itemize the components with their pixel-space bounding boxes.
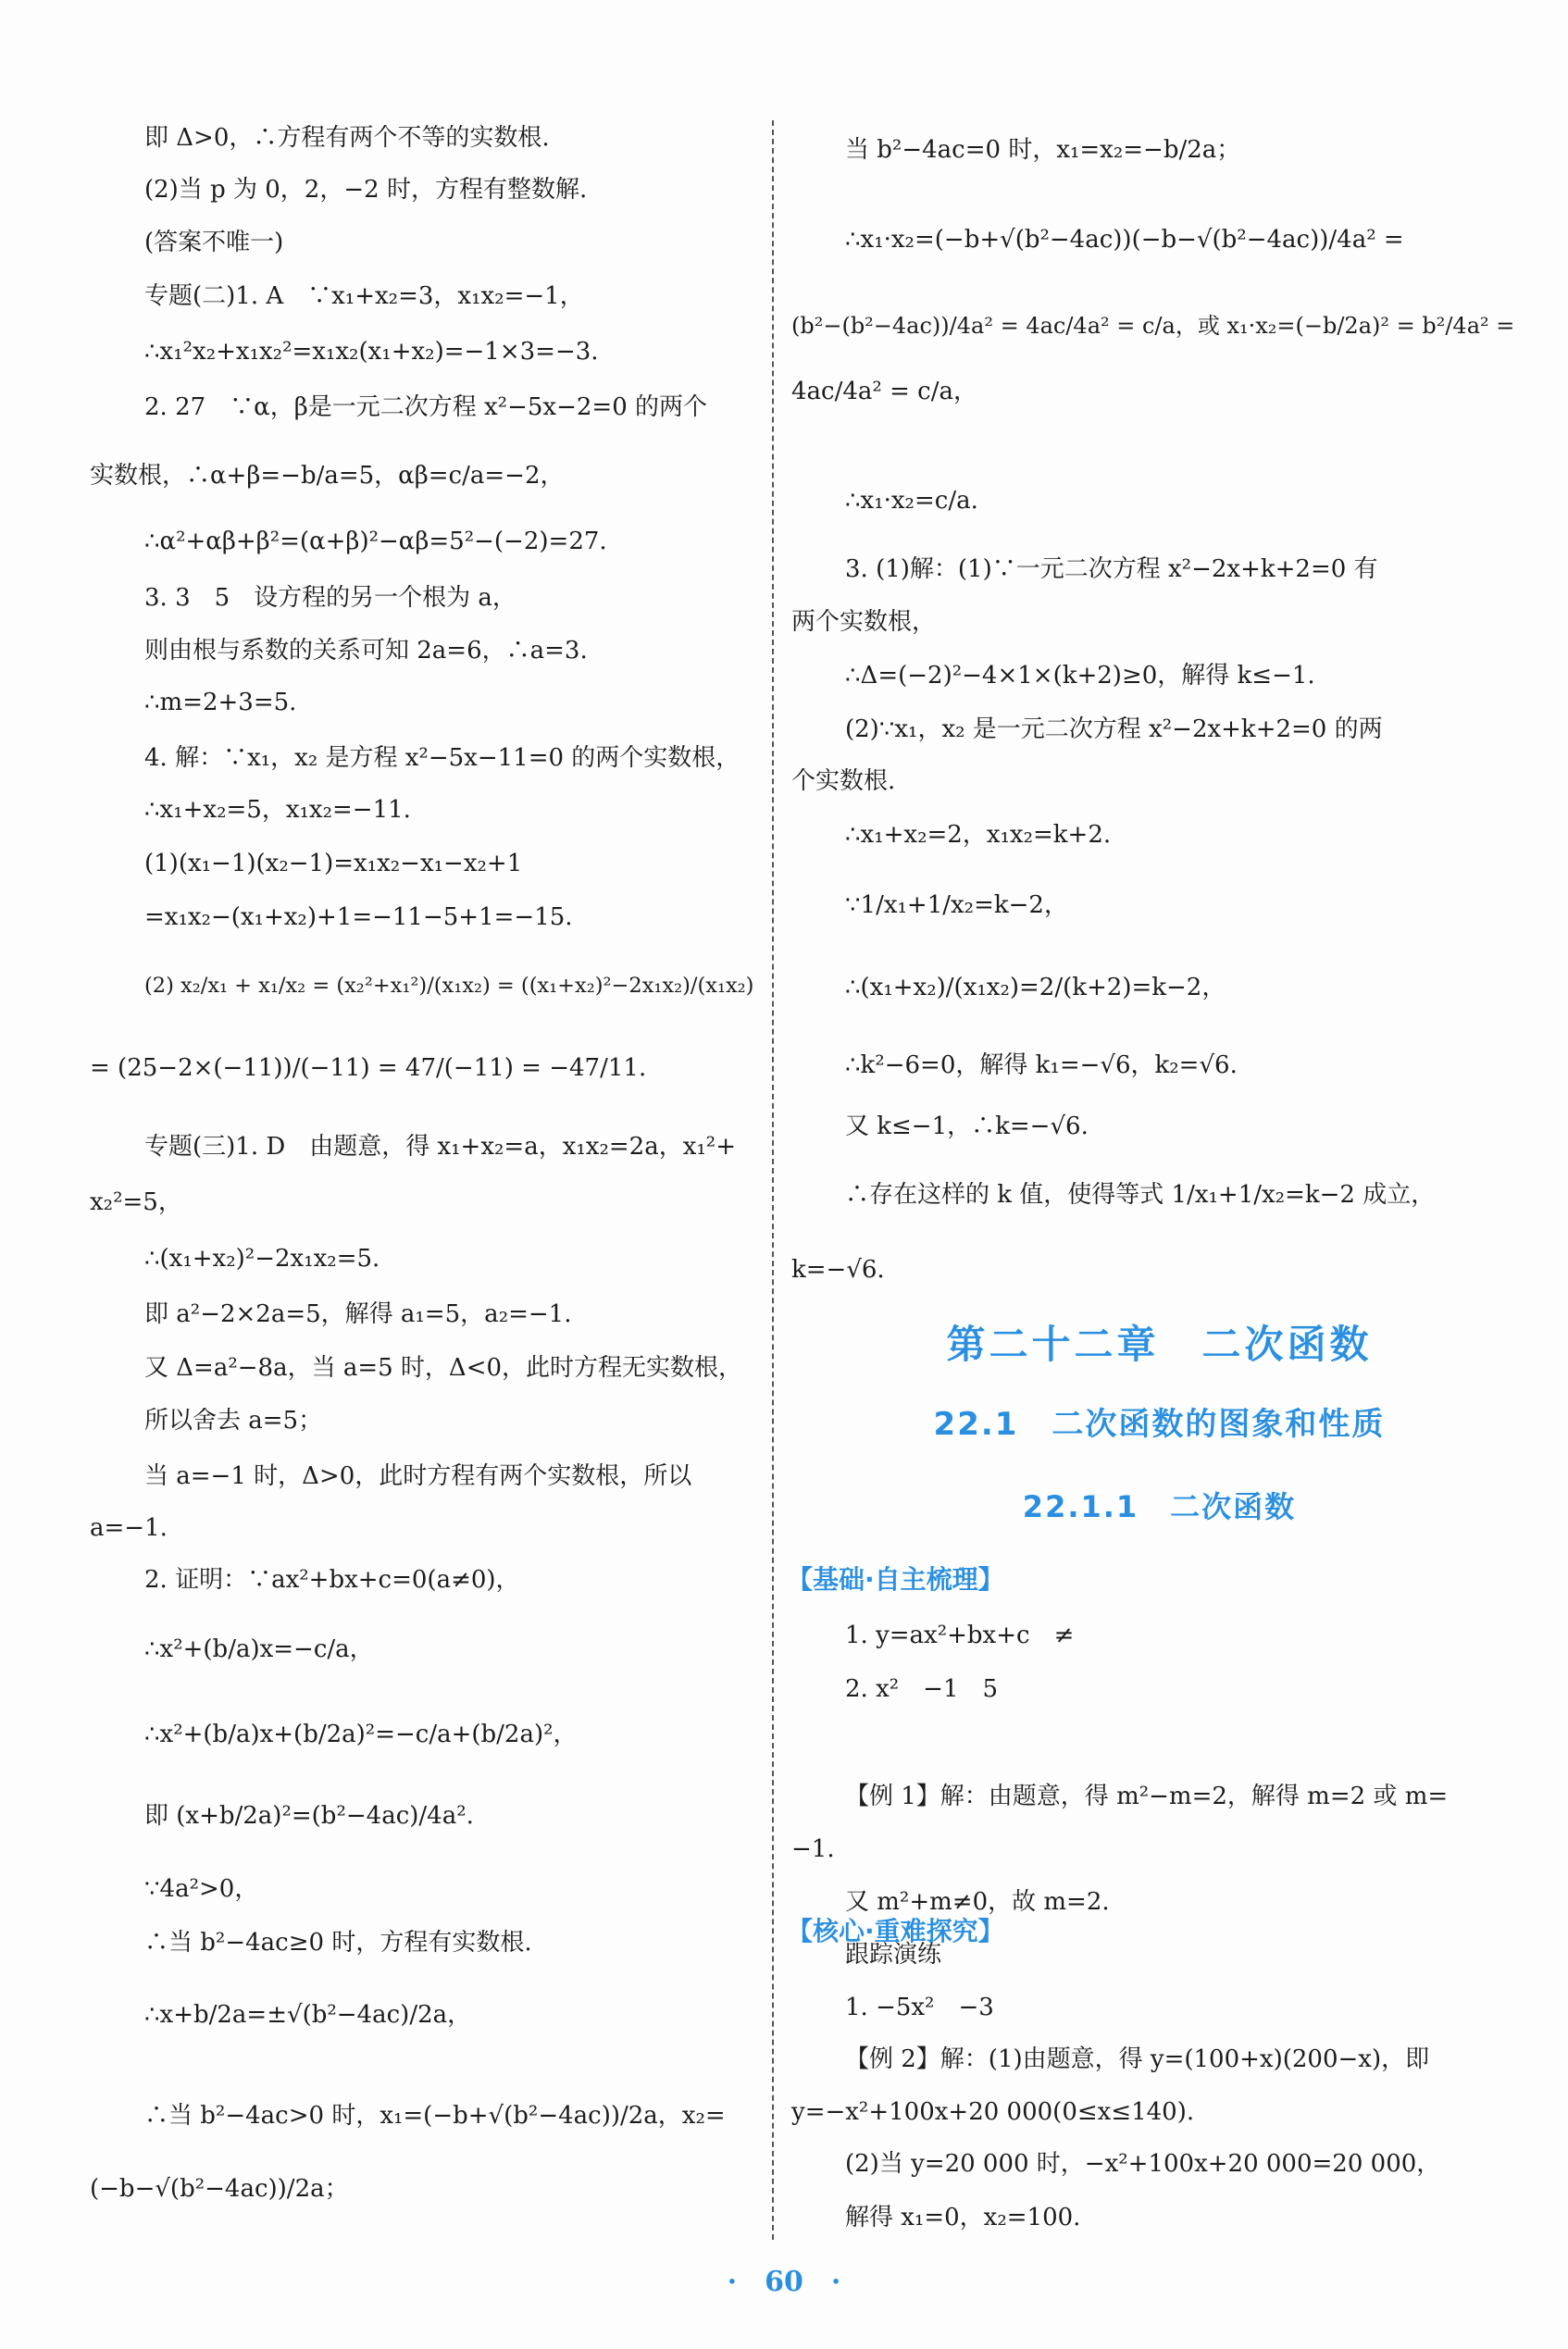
answer-line: ∴x²+(b/a)x+(b/2a)²=−c/a+(b/2a)²，: [144, 1721, 578, 1748]
answer-line: ∴存在这样的 k 值，使得等式 1/x₁+1/x₂=k−2 成立，: [845, 1181, 1436, 1209]
answer-line: ∴m=2+3=5.: [144, 689, 297, 716]
answer-line: 1. y=ax²+bx+c ≠: [845, 1622, 1075, 1649]
answer-line: 又 Δ=a²−8a，当 a=5 时，Δ<0，此时方程无实数根，: [144, 1354, 743, 1382]
page-number: · 60 ·: [727, 2266, 841, 2298]
answer-line: 当 b²−4ac=0 时，x₁=x₂=−b/2a；: [845, 136, 1241, 164]
answer-line: ∴当 b²−4ac≥0 时，方程有实数根.: [144, 1929, 532, 1957]
answer-line: 专题(二)1. A ∵x₁+x₂=3，x₁x₂=−1，: [144, 282, 584, 310]
answer-line: ∴x₁+x₂=2，x₁x₂=k+2.: [845, 821, 1112, 849]
answer-line: a=−1.: [90, 1514, 168, 1542]
answer-line: 2. 27 ∵α，β是一元二次方程 x²−5x−2=0 的两个: [144, 393, 708, 421]
answer-line: 2. 证明：∵ax²+bx+c=0(a≠0)，: [144, 1566, 520, 1594]
answer-line: ∴x₁+x₂=5，x₁x₂=−11.: [144, 796, 411, 824]
answer-line: 又 m²+m≠0，故 m=2.: [845, 1888, 1110, 1916]
answer-line: 专题(三)1. D 由题意，得 x₁+x₂=a，x₁x₂=2a，x₁²+: [144, 1133, 737, 1161]
section-label-core: 【核心·重难探究】: [787, 1916, 1004, 1946]
section-label-basics: 【基础·自主梳理】: [787, 1564, 1004, 1595]
answer-line: 1. −5x² −3: [845, 1994, 994, 2021]
answer-line: (−b−√(b²−4ac))/2a；: [90, 2175, 349, 2203]
answer-line: ∴Δ=(−2)²−4×1×(k+2)≥0，解得 k≤−1.: [845, 662, 1315, 690]
answer-line: 实数根，∴α+β=−b/a=5，αβ=c/a=−2，: [90, 462, 565, 490]
answer-line: ∴α²+αβ+β²=(α+β)²−αβ=5²−(−2)=27.: [144, 528, 607, 555]
answer-line: 解得 x₁=0，x₂=100.: [845, 2204, 1081, 2231]
answer-line: ∵4a²>0，: [144, 1875, 259, 1903]
answer-line: (2)∵x₁，x₂ 是一元二次方程 x²−2x+k+2=0 的两: [845, 715, 1383, 743]
answer-line: 个实数根.: [791, 767, 896, 795]
answer-line: (1)(x₁−1)(x₂−1)=x₁x₂−x₁−x₂+1: [144, 850, 523, 877]
answer-line: ∵1/x₁+1/x₂=k−2，: [845, 891, 1068, 919]
chapter-title: 第二十二章 二次函数: [946, 1322, 1373, 1367]
answer-line: ∴当 b²−4ac>0 时，x₁=(−b+√(b²−4ac))/2a，x₂=: [144, 2102, 726, 2130]
answer-line: −1.: [791, 1835, 835, 1863]
answer-line: 4ac/4a² = c/a，: [791, 378, 977, 405]
answer-line: 两个实数根，: [791, 608, 937, 636]
answer-line: 即 Δ>0，∴方程有两个不等的实数根.: [144, 124, 550, 152]
section-title: 22.1 二次函数的图象和性质: [933, 1406, 1386, 1443]
answer-line: 则由根与系数的关系可知 2a=6，∴a=3.: [144, 637, 588, 665]
answer-line: (2)当 p 为 0，2，−2 时，方程有整数解.: [144, 176, 588, 204]
answer-line: 所以舍去 a=5；: [144, 1407, 323, 1435]
answer-line: (2) x₂/x₁ + x₁/x₂ = (x₂²+x₁²)/(x₁x₂) = ((x₁+x₂)²−2x₁x₂)/(x₁x₂): [144, 974, 754, 998]
answer-line: = (25−2×(−11))/(−11) = 47/(−11) = −47/11.: [90, 1054, 647, 1082]
answer-line: ∴x₁²x₂+x₁x₂²=x₁x₂(x₁+x₂)=−1×3=−3.: [144, 338, 599, 366]
answer-line: 当 a=−1 时，Δ>0，此时方程有两个实数根，所以: [144, 1462, 692, 1490]
answer-line: 又 k≤−1，∴k=−√6.: [845, 1112, 1089, 1140]
answer-line: ∴x+b/2a=±√(b²−4ac)/2a，: [144, 2001, 472, 2029]
answer-line: 3. (1)解：(1)∵一元二次方程 x²−2x+k+2=0 有: [845, 555, 1378, 583]
answer-line: x₂²=5，: [90, 1188, 182, 1216]
answer-line: 2. x² −1 5: [845, 1675, 999, 1703]
answer-line: (b²−(b²−4ac))/4a² = 4ac/4a² = c/a，或 x₁·x₂=(−b/2a)² = b²/4a² =: [791, 313, 1515, 339]
answer-line: 即 (x+b/2a)²=(b²−4ac)/4a².: [144, 1802, 474, 1830]
answer-line: k=−√6.: [791, 1256, 885, 1284]
answer-line: y=−x²+100x+20 000(0≤x≤140).: [791, 2098, 1195, 2126]
answer-line: ∴x²+(b/a)x=−c/a，: [144, 1635, 374, 1663]
answer-line: ∴x₁·x₂=c/a.: [845, 487, 978, 515]
subsection-title: 22.1.1 二次函数: [1022, 1489, 1297, 1524]
answer-line: ∴(x₁+x₂)/(x₁x₂)=2/(k+2)=k−2，: [845, 974, 1226, 1001]
answer-line: 4. 解：∵x₁，x₂ 是方程 x²−5x−11=0 的两个实数根，: [144, 744, 740, 772]
answer-line: (2)当 y=20 000 时，−x²+100x+20 000=20 000，: [845, 2150, 1441, 2178]
answer-line: ∴x₁·x₂=(−b+√(b²−4ac))(−b−√(b²−4ac))/4a² =: [845, 226, 1404, 254]
answer-line: 跟踪演练: [845, 1941, 942, 1969]
answer-line: (答案不唯一): [144, 229, 284, 256]
answer-line: 【例 2】解：(1)由题意，得 y=(100+x)(200−x)，即: [845, 2045, 1430, 2073]
answer-line: 即 a²−2×2a=5，解得 a₁=5，a₂=−1.: [144, 1300, 572, 1328]
answer-line: ∴(x₁+x₂)²−2x₁x₂=5.: [144, 1245, 380, 1273]
column-divider: [772, 120, 774, 2240]
answer-line: ∴k²−6=0，解得 k₁=−√6，k₂=√6.: [845, 1051, 1238, 1079]
answer-line: 3. 3 5 设方程的另一个根为 a，: [144, 584, 516, 612]
answer-line: =x₁x₂−(x₁+x₂)+1=−11−5+1=−15.: [144, 903, 573, 931]
answer-line: 【例 1】解：由题意，得 m²−m=2，解得 m=2 或 m=: [845, 1783, 1449, 1810]
